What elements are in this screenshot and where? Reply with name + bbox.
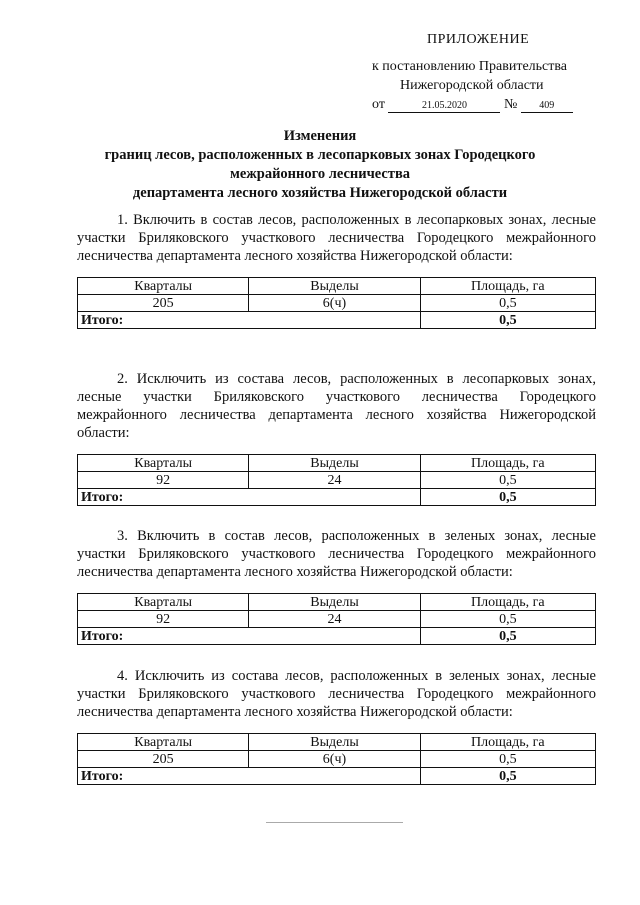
date-number-line [372, 95, 602, 114]
table-cell: 24 [249, 611, 420, 628]
total-label: Итого: [78, 768, 421, 785]
section-3 [77, 527, 596, 645]
header-cell: Кварталы [78, 734, 249, 751]
header-cell: Выделы [249, 278, 420, 295]
table-cell: 0,5 [420, 295, 595, 312]
header-cell: Кварталы [78, 455, 249, 472]
forest-table [77, 277, 596, 329]
total-row [78, 312, 596, 329]
total-label: Итого: [78, 489, 421, 506]
section-2 [77, 370, 596, 506]
number-sign: № [503, 97, 518, 112]
section-1 [77, 211, 596, 329]
header-cell: Выделы [249, 734, 420, 751]
title-line-3: межрайонного лесничества [229, 166, 411, 182]
table-cell: 92 [78, 472, 249, 489]
forest-table [77, 593, 596, 645]
resolution-number: 409 [521, 100, 573, 113]
table-row [78, 611, 596, 628]
table-cell: 205 [78, 295, 249, 312]
section-text: 4. Исключить из состава лесов, расположенных в зеленых зонах, лесные участки Бриляковского участкового лесничества Городецкого межрайонного лесничества департамента лесного хозяйства Нижегородской области: [77, 668, 596, 720]
total-value: 0,5 [420, 489, 595, 506]
section-text: 3. Включить в состав лесов, расположенных в зеленых зонах, лесные участки Бриляковского участкового лесничества Городецкого межрайонного лесничества департамента лесного хозяйства Нижегородской области: [77, 528, 596, 580]
table-header-row [78, 594, 596, 611]
table-cell: 0,5 [420, 472, 595, 489]
header-cell: Кварталы [78, 278, 249, 295]
header-cell: Площадь, га [420, 594, 595, 611]
title-line-1: Изменения [283, 128, 357, 144]
table-cell: 6(ч) [249, 295, 420, 312]
total-label: Итого: [78, 628, 421, 645]
total-row [78, 768, 596, 785]
document-title [60, 127, 580, 203]
appendix-title: ПРИЛОЖЕНИЕ [427, 32, 530, 47]
total-value: 0,5 [420, 312, 595, 329]
table-cell: 0,5 [420, 611, 595, 628]
header-cell: Площадь, га [420, 455, 595, 472]
table-header-row [78, 734, 596, 751]
table-header-row [78, 278, 596, 295]
table-row [78, 295, 596, 312]
table-row [78, 751, 596, 768]
section-text: 2. Исключить из состава лесов, расположенных в лесопарковых зонах, лесные участки Бриляковского участкового лесничества Городецкого межрайонного лесничества департамента лесного хозяйства Нижегородской области: [77, 371, 596, 441]
end-separator [266, 822, 403, 823]
header-cell: Площадь, га [420, 278, 595, 295]
forest-table [77, 733, 596, 785]
resolution-date: 21.05.2020 [388, 100, 500, 113]
region-line: Нижегородской области [400, 78, 544, 93]
header-cell: Кварталы [78, 594, 249, 611]
resolution-line: к постановлению Правительства [372, 59, 568, 74]
title-line-2: границ лесов, расположенных в лесопарковых зонах Городецкого [104, 147, 536, 163]
section-4 [77, 667, 596, 785]
total-value: 0,5 [420, 768, 595, 785]
date-prefix: от [372, 97, 385, 112]
total-row [78, 628, 596, 645]
total-row [78, 489, 596, 506]
header-cell: Выделы [249, 594, 420, 611]
header-cell: Выделы [249, 455, 420, 472]
total-label: Итого: [78, 312, 421, 329]
forest-table [77, 454, 596, 506]
table-cell: 24 [249, 472, 420, 489]
table-header-row [78, 455, 596, 472]
section-text: 1. Включить в состав лесов, расположенных в лесопарковых зонах, лесные участки Бриляковского участкового лесничества Городецкого межрайонного лесничества департамента лесного хозяйства Нижегородской области: [77, 212, 596, 264]
table-cell: 6(ч) [249, 751, 420, 768]
title-line-4: департамента лесного хозяйства Нижегородской области [132, 185, 508, 201]
table-row [78, 472, 596, 489]
table-cell: 92 [78, 611, 249, 628]
table-cell: 205 [78, 751, 249, 768]
appendix-header [372, 30, 602, 114]
total-value: 0,5 [420, 628, 595, 645]
table-cell: 0,5 [420, 751, 595, 768]
header-cell: Площадь, га [420, 734, 595, 751]
